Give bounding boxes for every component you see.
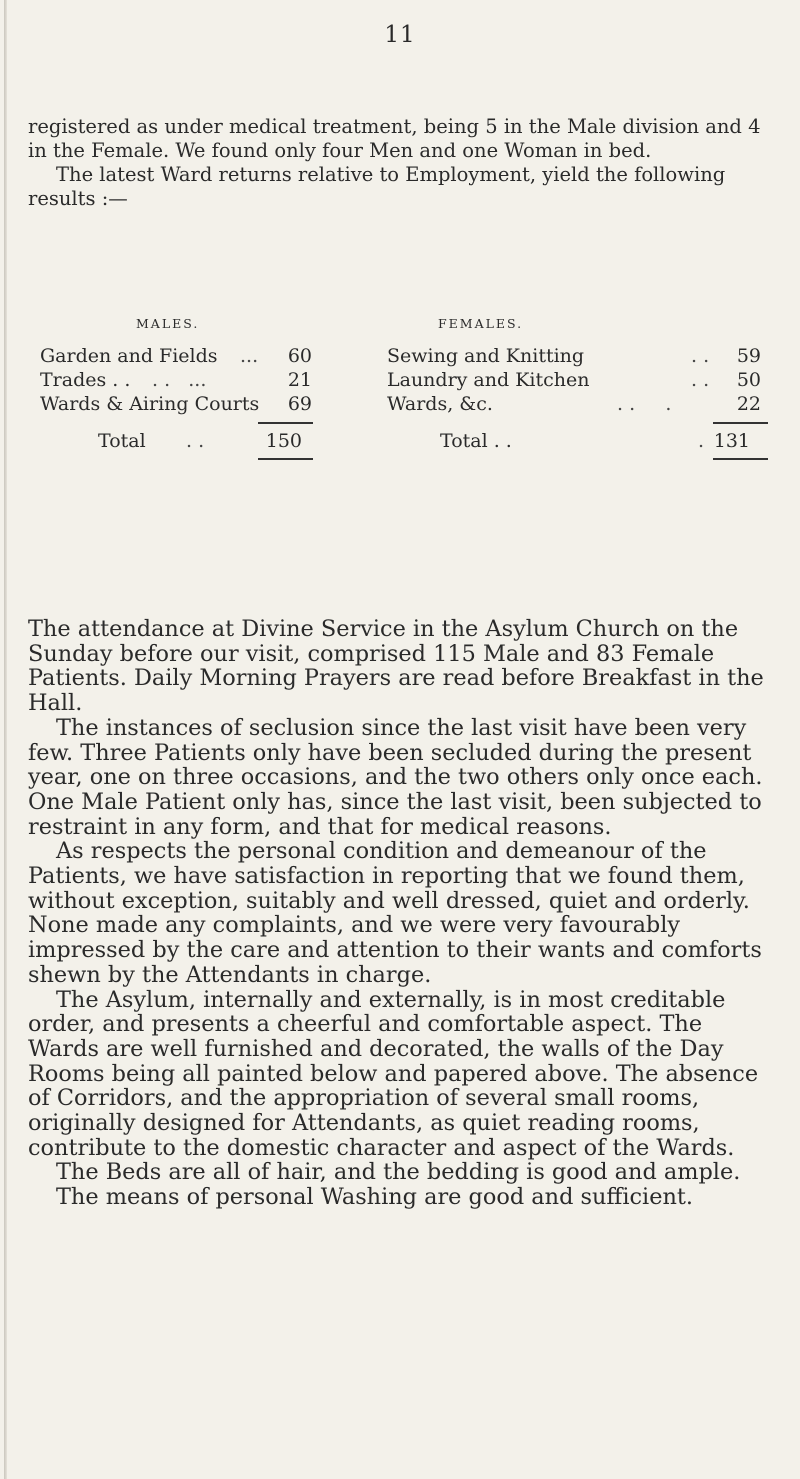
total-dots: . — [698, 430, 705, 452]
intro-paragraph: The latest Ward returns relative to Employment, yield the following results :— — [28, 163, 726, 210]
row-dots: . . — [691, 345, 710, 367]
row-value: 22 — [736, 393, 761, 415]
females-row — [387, 344, 772, 368]
males-row — [40, 344, 320, 368]
row-value: 60 — [287, 345, 312, 367]
females-total-rule — [713, 458, 768, 460]
row-label: Laundry and Kitchen — [387, 369, 590, 391]
males-row — [40, 368, 320, 392]
row-label: Trades . . — [40, 369, 131, 391]
body-paragraph: As respects the personal condition and demeanour of the Patients, we have satisfaction in reporting that we found them, without exception, suitably and well dressed, quiet and orderly. None made any complaints, and we were very favourably impressed by the care and attention to their wants and comforts shewn by the Attendants in charge. — [28, 838, 762, 988]
page-number: 11 — [384, 22, 416, 48]
row-dots: . . . — [617, 393, 672, 415]
row-label: Garden and Fields — [40, 345, 218, 367]
males-heading: MALES. — [136, 316, 200, 331]
males-sum-rule — [258, 422, 313, 424]
row-dots: ... — [240, 345, 259, 367]
females-total-row — [440, 429, 770, 453]
total-dots: . . — [186, 430, 205, 452]
males-total-row — [98, 429, 328, 453]
row-value: 69 — [287, 393, 312, 415]
body-text — [28, 617, 768, 1210]
body-paragraph: The means of personal Washing are good and sufficient. — [56, 1184, 693, 1211]
total-label: Total — [98, 430, 146, 452]
body-paragraph: The Beds are all of hair, and the bedding is good and ample. — [56, 1159, 741, 1186]
females-heading: FEMALES. — [438, 316, 524, 331]
males-total-value: 150 — [265, 430, 302, 452]
total-label: Total . . — [440, 430, 512, 452]
page-edge — [4, 0, 7, 1479]
females-row — [387, 368, 772, 392]
row-value: 59 — [736, 345, 761, 367]
intro-paragraph: registered as under medical treatment, being 5 in the Male division and 4 in the Female. We found only four Men and one Woman in bed. — [28, 115, 761, 162]
row-value: 21 — [287, 369, 312, 391]
males-total-rule — [258, 458, 313, 460]
row-dots: . . — [691, 369, 710, 391]
males-row — [40, 392, 320, 416]
row-dots: . . ... — [152, 369, 207, 391]
body-paragraph: The Asylum, internally and externally, is in most creditable order, and presents a cheerful and comfortable aspect. The Wards are well furnished and decorated, the walls of the Day Rooms being all painted below and papered above. The absence of Corridors, and the appropriation of several small rooms, originally designed for Attendants, as quiet reading rooms, contribute to the domestic character and aspect of the Wards. — [28, 986, 759, 1161]
females-sum-rule — [713, 422, 768, 424]
females-total-value: 131 — [713, 430, 750, 452]
body-paragraph: The attendance at Divine Service in the Asylum Church on the Sunday before our visit, comprised 115 Male and 83 Female Patients. Daily Morning Prayers are read before Breakfast in the Hall. — [28, 616, 764, 717]
row-label: Wards, &c. — [387, 393, 493, 415]
intro-text — [28, 115, 768, 211]
row-label: Wards & Airing Courts — [40, 393, 260, 415]
row-value: 50 — [736, 369, 761, 391]
row-label: Sewing and Knitting — [387, 345, 585, 367]
body-paragraph: The instances of seclusion since the last visit have been very few. Three Patients only have been secluded during the present year, one on three occasions, and the two others only once each. One Male Patient only has, since the last visit, been subjected to restraint in any form, and that for medical reasons. — [28, 714, 763, 840]
females-row — [387, 392, 772, 416]
